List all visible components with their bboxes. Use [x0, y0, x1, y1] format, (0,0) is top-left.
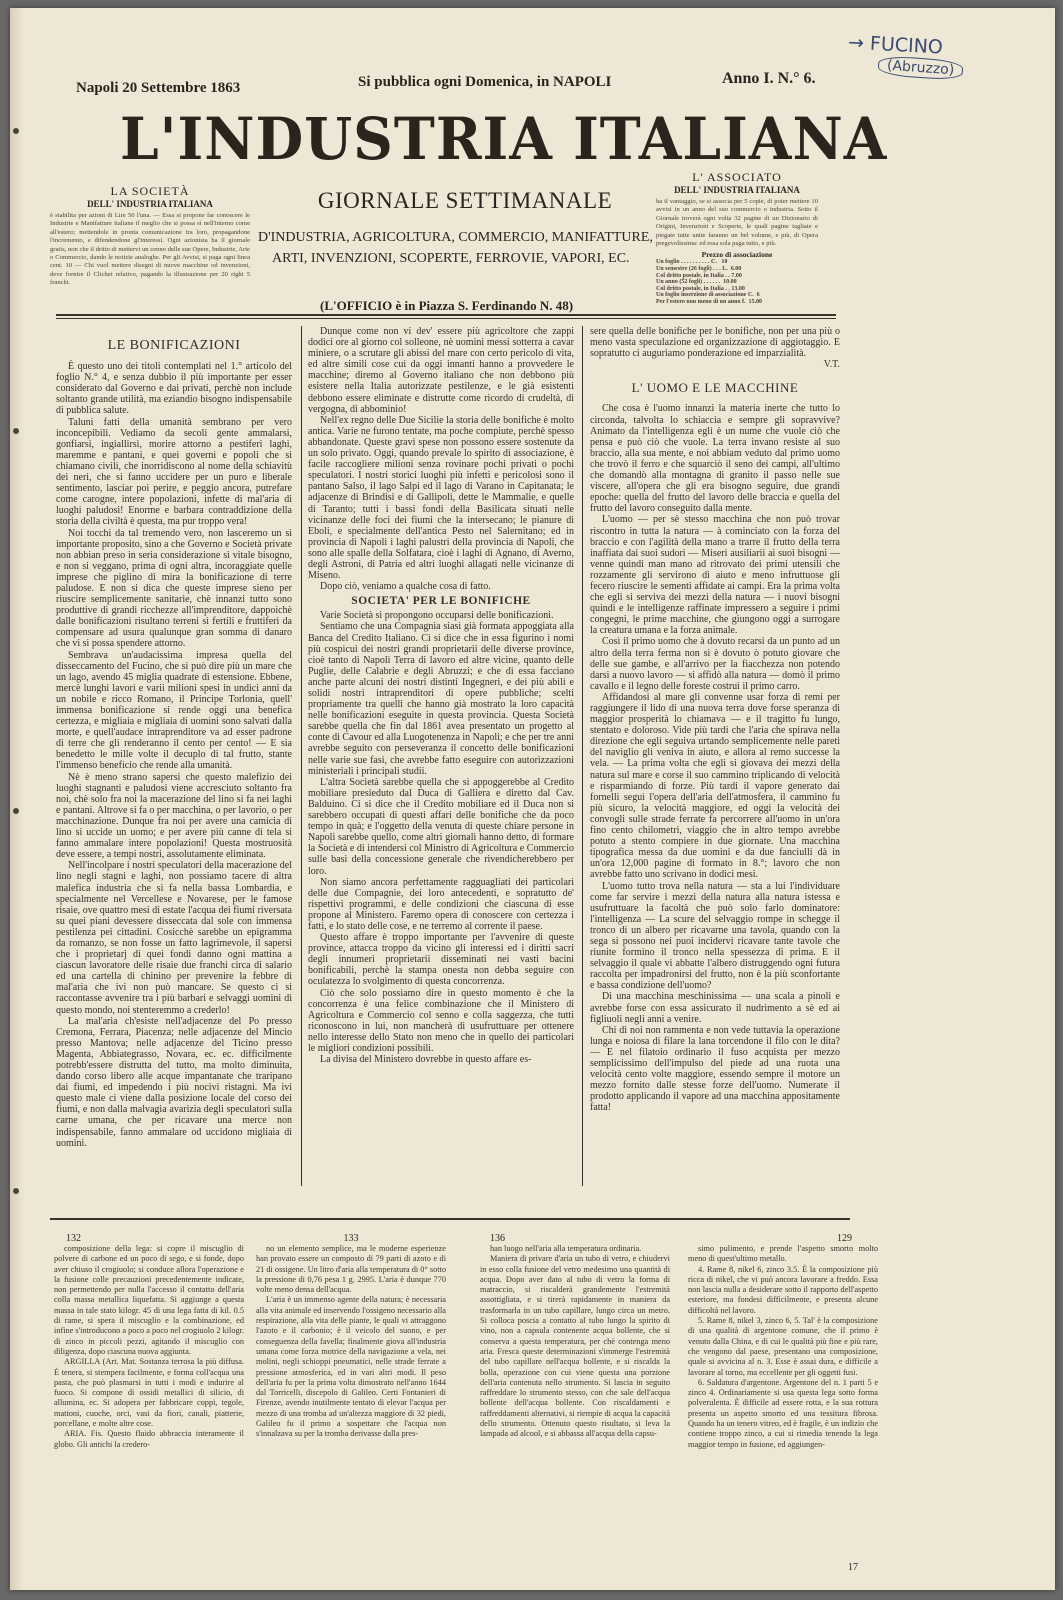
article-signature: V.T.	[823, 359, 840, 371]
article-body-societa	[308, 610, 574, 1065]
scope-line-2: ARTI, INVENZIONI, SCOPERTE, FERROVIE, VAPORI, EC.	[272, 251, 630, 266]
column-2	[308, 326, 574, 1186]
article-paragraph: Varie Società si propongono occuparsi delle bonificazioni.	[320, 610, 554, 622]
supplement-page-number: 133	[343, 1233, 359, 1244]
header-rule-thin	[56, 318, 836, 319]
supplement-page-number: 132	[66, 1233, 81, 1244]
society-box-subtitle: DELL' INDUSTRIA ITALIANA	[87, 199, 213, 209]
supplement-paragraph: composizione della lega: si copre il miscuglio di polvere di carbone ed un poco di sego, e si fonde, dopo aver chiuso il crogiuolo; si conduce allora l'operazione e la fusione colle precauzioni precedentemente indicate, non permettendo per nulla l'accesso il contatto dell'aria colla massa metallica liquefatta. Si aggiunge a questa massa in tale stato kilogr. 45 di una lega fatta di kil. 0.5 di rame, si spera il miscuglio e la combinazione, ed infine s'introducono a poco a poco nel crogiuolo 2 kilogr. di zinco in piccoli pezzi, agitando il miscuglio con diligenza, dopo ciascuna nuova aggiunta.	[54, 1244, 244, 1356]
supplement-footer-number: 17	[848, 1562, 858, 1573]
subscriber-box-subtitle: DELL' INDUSTRIA ITALIANA	[674, 185, 800, 195]
subscriber-box	[656, 170, 818, 306]
newspaper-page	[10, 8, 1055, 1590]
price-row: Col dritto postale, in Italia . . 7.00	[656, 272, 742, 279]
handwritten-note-abruzzo: (Abruzzo)	[877, 55, 963, 81]
supplement-paragraph: simo pulimento, e prende l'aspetto smorto molto meno di quest'ultimo metallo.	[688, 1244, 878, 1264]
stitch-hole	[13, 128, 19, 134]
article-subheading-societa: SOCIETA' PER LE BONIFICHE	[351, 595, 531, 608]
article-body-continued	[308, 326, 574, 592]
supplement-page-number: 136	[490, 1233, 505, 1244]
column-rule	[582, 326, 583, 1186]
article-heading-bonificazioni: LE BONIFICAZIONI	[107, 340, 241, 353]
article-paragraph: Affidandosi al mare gli convenne usar forza di remi per raggiungere il lido di una nuova terra dove forse speranza di maggior prosperità lo chiamava — e il tragitto fu lungo, stentato e doloroso. Vide più tardi che l'aria che spirava nella direzione che egli seguiva urtando semplicemente nelle pareti del naviglio gli veniva in aiuto, e allora al remo successe la vela. — La prima volta che egli si giovava dei mezzi della natura sul mare e corse il suo cammino triplicando di velocità e risparmiando di forze. Più tardi il vapore generato dai fornelli seguì l'opera dell'aria dell'atmosfera, il cammino fu più sicuro, la velocità maggiore, ed oggi la velocità dei convogli sulle strade ferrate fa percorrere all'uomo in un'ora fino cento chilometri, viaggio che in altro tempo avrebbe potuto a stento compiere in due giornate. Una macchina tipografica messa da due uomini e da due fanciulli dà in un'ora 12,000 pagine di formato in 8.°; lavoro che non avrebbe fatto uno scrivano in dodici mesi.	[590, 691, 840, 881]
article-paragraph: Nè è meno strano sapersi che questo malefizio dei luoghi stagnanti e paludosi viene accresciuto soltanto fra noi, chè solo fra noi la macerazione del lino si fa nei laghi e pantani. Altrove si fa o per macchina, o per lavorio, o per macchinazione. Dunque fra noi per avere una camicia di lino si uccide un uomo; e per avere più canne di tela si fanno ammalare intere popolazioni! Questa mostruosità deve essere, a tempi nostri, assolutamente eliminata.	[56, 771, 292, 861]
article-paragraph: Dunque come non vi dev' essere più agricoltore che zappi dodici ore al giorno col solleone, nè uomini messi sotterra a cavar miniere, o a scrutare gli abissi del mare con certo pericolo di vita, ed altre simili cose cui da oggi innanti hanno a provvedere le macchine; diremo al Governo italiano che non debbono più esistere nella Italia autorizzate pestilenze, e le già esistenti debbono essere eliminate e distrutte come ricordo di crudeltà, di vergogna, di abbominio!	[308, 326, 574, 415]
subscriber-box-title: L' ASSOCIATO	[692, 170, 782, 184]
supplement-paragraph: 6. Saldatura d'argentone. Argentone del n. 1 parti 5 e zinco 4. Ordinariamente si usa questa lega sotto forma polverulenta. È difficile ad essere rotta, e la sua rottura presenta un aspetto smorto ed una tessitura fibrosa. Quando ha un tenero vitreo, ed è fragile, è un indizio che contiene troppo zinco, a cui si rimedia tenendo la lega maggior tempo in fusione, ed aggiungen-	[688, 1377, 878, 1449]
article-paragraph: Così il primo uomo che à dovuto recarsi da un punto ad un altro della terra ferma non si è dovuto ò potuto giovare che delle sue gambe, e all'arrivo per la fiacchezza non potendo darsi a nuovo lavoro — si affidò alla natura — domò il primo cavallo e il legno delle foreste costruì il primo carro.	[590, 636, 840, 692]
supplement-paragraph: ARGILLA (Art. Mat. Sostanza terrosa la più diffusa. È tenera, si stempera facilmente, e forma coll'acqua una pasta, che può plasmarsi in tutti i modi e indurire al fuoco. Si compone di ossidi metallici di silicio, di allumina, ec. Si adopera per fabbricare coppi, tegole, mattoni, cuoche, orci, vasi da fiori, canali, piatterie, porcellane, e molte altre cose.	[54, 1357, 244, 1429]
article-paragraph: Sentiamo che una Compagnia siasi già formata appoggiata alla Banca del Credito Italiano. Ci si dice che in essa figurino i nomi più cospicui dei nostri grandi proprietarii delle diverse province, cioè tanto di Napoli Terra di lavoro ed altre vicine, quanto delle Puglie, delle Calabrie e degli Abruzzi; e che di essa facciano anche parte alcuni dei nostri distinti Ingegneri, e dei più abili e solidi nostri intraprenditori di opere pubbliche; scelti propriamente tra quelli che hanno già mostrato la loro capacità nelle bonificazioni eseguite in questa provincia. Questa Società sarebbe quella che fin dal 1861 avea presentato un progetto al conte di Cavour ed alla Luogotenenza in Napoli; e che per tre anni avrebbe seguito con perseveranza il concetto delle bonificazioni nelle varie sue fasi, che avrebbe fatto eseguire con autorizzazioni ministeriali i principali studii.	[308, 621, 574, 777]
supplement-column-4	[688, 1233, 878, 1573]
price-row: Un foglio inserzione di associazione C. 6	[656, 292, 760, 299]
supplement-paragraph: 5. Rame 8, nikel 3, zinco 6, 5. Tal' è la composizione di una qualità di argentone comune, che il primo è venuto dalla China, e di cui le qualità più fine e più rare, che vengono dal paese, presentano una composizione, quale si avvicina al n. 3. Esse è assai dura, e difficile a lavorare al torno, ma eccellente per gli oggetti fusi.	[688, 1316, 878, 1377]
supplement-text	[480, 1244, 670, 1580]
price-list	[656, 259, 818, 305]
stitch-hole	[13, 1188, 19, 1194]
scope-line-1: D'INDUSTRIA, AGRICOLTURA, COMMERCIO, MANIFATTURE,	[258, 230, 653, 245]
handwritten-note-fucino: → FUCINO	[847, 31, 944, 59]
supplement-column-2	[256, 1233, 446, 1580]
supplement-paragraph: Maniera di privare d'aria un tubo di vetro, e chiudervi in esso colla fusione del vetro medesimo una quantità di acqua. Dopo aver dato al tubo di vetro la forma di matraccio, si riscalderà grandemente l'estremità assottigliata, e si tirerà rapidamente in maniera da trasformarla in un tubo capillare, lungo circa un metro. Si colloca poscia a contatto al tubo lungo la spirito di vino, non a capsula contenente acqua bollente, che si conserva a questa temperatura, per chè contenga meno aria. Fresca queste determinazioni s'immerge l'estremità del tubo capillare nell'acqua bollente, e si riscalda la bolla, operazione con cui viene questa una porzione dell'aria contenuta nello strumento. Si lascia in seguito raffreddare lo strumento stesso, con che sale dell'acqua bollente dell'acqua bollente. Con riscaldamenti e raffreddamenti alternativi, si riempie di acqua la capacità dello strumento. Ottenuto questo risultato, si leva la lampada ad alcool, e si abbassa all'acqua della capsu-	[480, 1254, 670, 1439]
article-paragraph: Chi di noi non rammenta e non vede tuttavia la operazione lunga e noiosa di filare la lana torcendone il filo con le dita? — E nel filatoio ordinario il fuso acquista per mezzo semplicissimo dell'impulso del piede ad una ruota una velocità cento volte maggiore, essendo sempre il motore un mezzo fornito dalle stesse forze dell'uomo. Numerate il prodotto applicando il vapore ad una macchina appositamente fatta!	[590, 1024, 840, 1114]
society-box-title: LA SOCIETÀ	[110, 184, 190, 198]
stitch-hole	[13, 428, 19, 434]
supplement-paragraph: L'aria è un immenso agente della natura; è necessaria alla vita animale ed inservendo l'ossigeno necessario alla respirazione, alla vita delle piante, le quali vi attraggono l'azoto e il carbonio; è il veicolo del suono, e per conseguenza della favella; finalmente giova all'industria umana come forza motrice della navigazione a vela, nei molini, negli schioppi pneumatici, nelle strade ferrate a pressione atmosferica, ed in vari altri modi. Il peso dell'aria fu per la prima volta dimostrato nell'anno 1644 dal Torricelli, discepolo di Galileo. Certi Fontanieri di Firenze, avendo inutilmente tentato di elevar l'acqua per mezzo di una tromba ad un'altezza maggiore di 32 piedi, Galileo fu il primo a sospettare che l'acqua non s'innalzava su per la tromba derivasse dalla pres-	[256, 1295, 446, 1439]
article-heading-uomo-macchine: L' UOMO E LE MACCHINE	[631, 380, 799, 396]
article-paragraph: Non siamo ancora perfettamente ragguagliati dei particolari delle due Compagnie, dei loro antecedenti, e sopratutto de' rispettivi programmi, e delle condizioni che ciascuna di esse propone al Ministero. Faremo opera di conoscere con certezza i fatti, e lo stato delle cose, e ne terremo al corrente il paese.	[308, 876, 574, 932]
price-row: Col dritto postale, in Italia . . 13.00	[656, 285, 745, 292]
supplement-text	[256, 1244, 446, 1580]
supplement-text	[688, 1244, 878, 1562]
masthead-title: L'INDUSTRIA ITALIANA	[120, 104, 888, 173]
article-body-bonificazioni	[56, 361, 292, 1149]
supplement-paragraph: ARIA. Fis. Questo fluido abbraccia interamente il globo. Gli antichi la credero-	[54, 1429, 244, 1449]
article-paragraph: È questo uno dei titoli contemplati nel 1.° articolo del foglio N.° 4, e senza dubbio il più importante per esser considerato dal Governo e dai privati, perchè non include soltanto grande utilità, ma eziandio bisogno indispensabile di pubblica salute.	[56, 361, 292, 417]
article-paragraph: Di una macchina meschinissima — una scala a pinoli e avrebbe forse con essa assicurato il nudrimento a sè ed ai figliuoli negli anni a venire.	[590, 991, 840, 1025]
price-title: Prezzo di associazione	[701, 250, 773, 260]
article-paragraph: La mal'aria ch'esiste nell'adjacenze del Po presso Cremona, Ferrara, Piacenza; nelle adjacenze del Mincio presso Mantova; nelle adjacenze del Ticino presso Magenta, Abbiategrasso, Novara, ec. ec. difficilmente potrebb'essere distrutta del tutto, ma molto diminuita, dando corso libero alle acque impantanate che traripano dai fiumi, ed impedendo i più nocivi ristagni. Ma ivi questo male ci viene dalla posizione locale del corso dei fiumi, e non dalla malvagia avarizia degli speculatori sulla carne umana, che per ricavare una merce non indispensabile, fanno ammalare od uccidono migliaia di uomini.	[56, 1015, 292, 1149]
stitch-hole	[13, 808, 19, 814]
society-box-text: è stabilita per azioni di Lire 50 l'una. — Essa si propone far conoscere le Industrie e Manifatture italiane il meglio che si possa sì nell'interno come all'estero; mettendole in pronta comunicazione tra loro, propagandone l'incremento, e difendendone gl'interessi. Ogni azionista ha il giornale gratis, non che il dritto di mettervi un cenno delle sue Opere, Industrie, Arte o Commercio, dando le notizie analoghe. Per gli Avvisi, si paga ogni linea cent. 10 — Chi vuol mettere disegni di nuove macchine od invenzioni, deve fornire il Clichet relativo, pagando la illustrazione per 20 righi 5 franchi.	[50, 212, 250, 287]
article-paragraph: La divisa del Ministero dovrebbe in questo affare es-	[320, 1054, 532, 1066]
article-paragraph: Nell'incolpare i nostri speculatori della macerazione del lino negli stagni e laghi, non possiamo tacere di altra malefica industria che si fa nella bassa Lombardia, e specialmente nel Vercellese e Novarese, per le famose risaie, ove quattro mesi di estate l'acqua dei fiumi riversata su quei piani devessere disseccata dal sole con immensa pestilenza pei cittadini. Cosicchè sarebbe un epigramma da romanzo, se non fosse un fatto lagrimevole, il sapersi che i proprietarj di quei fondi danno ogni mattina a ciascun lavoratore delle risaie due franchi circa di salario ed una cartella di chinino per prevenire la febbre di mal'aria che ivi non può mancare. Se questo ci si raccontasse avvenire tra i più barbari e selvaggi uomini di questo mondo, noi stenteremmo a crederlo!	[56, 860, 292, 1016]
column-rule	[301, 326, 302, 1186]
office-address: (L'OFFICIO è in Piazza S. Ferdinando N. 48)	[320, 298, 574, 313]
column-3	[590, 326, 840, 1186]
supplement-page-number: 129	[837, 1233, 852, 1244]
article-continuation-intro: sere quella delle bonifiche per le bonifiche, non per una più o meno vasta speculazione ed organizzazione di aggiotaggio. E sopratutto ci auguriamo ponderazione ed imparzialità.	[590, 326, 840, 360]
price-row: Un foglio . . . . . . . . . . C. 10	[656, 259, 728, 266]
society-box	[50, 184, 250, 288]
supplement-column-1	[54, 1233, 244, 1580]
article-paragraph: Questo affare è troppo importante per l'avvenire di queste province, attacca troppo da vicino gli interessi ed i diritti sacri degli innumeri proprietarii disseminati nei vasti bacini bonificabili, perchè la stampa onesta non debba seguire con oculatezza lo svolgimento di questa concorrenza.	[308, 932, 574, 988]
article-body-uomo-macchine	[590, 403, 840, 1113]
subscriber-box-text: ha il vantaggio, se si associa per 5 copie, di poter mettere 10 avvisi in un anno del suo commercio o industria. Sotto il Giornale troverà ogni volta 32 pagine di un Dizionario di Origini, Invenzioni e Scoperte, le quali pagine tagliate e piegate tutte unite faranno un bel volume, e più, di Opera pregevolissima: ed essa sola paga tutto, e più.	[656, 198, 818, 248]
article-paragraph: Ciò che solo possiamo dire in questo momento è che la concorrenza è una felice combinazione che il Ministero di Agricoltura e Commercio col senno e colla saggezza, che tutti riconoscono in lui, non mancherà di usufruttuare per ottenere nello interesse dello Stato non meno che in quello dei particolari le migliori condizioni possibili.	[308, 987, 574, 1054]
issue-number: Anno I. N.° 6.	[722, 70, 816, 87]
supplement-paragraph: no un elemento semplice, ma le moderne esperienze han provato essere un composto di 79 parti di azoto e di 21 di ossigene. Un litro d'aria alla temperatura di 0° sotto la pressione di 0,76 pesa 1 g. 2995. L'aria è dunque 770 volte meno densa dell'acqua.	[256, 1244, 446, 1295]
supplement-rule	[50, 1218, 850, 1220]
masthead-subtitle: GIORNALE SETTIMANALE	[317, 188, 613, 213]
supplement-text	[54, 1244, 244, 1580]
binding-edge	[10, 8, 24, 1590]
article-paragraph: Taluni fatti della umanità sembrano per vero inconcepibili. Vediamo da secoli gente ammalarsi, gonfiarsi, ingiallirsi, morire attorno a pestiferi laghi, maremme e pantani, e quei governi e popoli che si chiamano civili, che inorridiscono al nome della schiavitù dei neri, che si fanno uccidere per un puro e liberale sentimento, lasciar poi perire, e peggio ancora, putrefare come carogne, intere popolazioni, infette di mal'aria di luoghi paludosi! Enorme e barbara contraddizione della storia della civiltà è questa, ma pur troppo vera!	[56, 416, 292, 528]
supplement-paragraph: 4. Rame 8, nikel 6, zinco 3.5. È la composizione più ricca di nikel, che vi può ancora lavorare a freddo. Essa non lascia nulla a desiderare sotto il rapporto dell'aspetto esteriore, ma fondesi difficilmente, e presenta alcune difficoltà nel lavoro.	[688, 1264, 878, 1315]
price-row: Per l'estero non meno di un anno f. 15.00	[656, 299, 762, 305]
article-paragraph: Che cosa è l'uomo innanzi la materia inerte che tutto lo circonda, talvolta lo schiaccia e sempre gli sopravvive? Animato da l'intelligenza egli è un nume che vuole ciò che pensa e può ciò che vuole. La terra invano resiste al suo braccio, alla sua mente, e noi abbiam veduto dal primo uomo che trovò il ferro e che squarciò il seno dei campi, all'ultimo che domandò alla montagna di granito il passo nelle sue viscere, all'opera che gli era bisogno seguire, due grandi epoche: quella del frutto del lavoro delle braccia e quella del frutto del lavoro conseguito dalla mente.	[590, 403, 840, 515]
article-paragraph: Nell'ex regno delle Due Sicilie la storia delle bonifiche è molto antica. Varie ne furono tentate, ma poche compiute, perchè spesso abbandonate. Queste gravi spese non possono essere sostenute da un solo privato. Oggi, quando prevale lo spirito di associazione, è facile raccogliere milioni senza rovinare pochi privati o pochi speculatori. I nostri storici luoghi più infetti e pericolosi sono il pantano Salso, il lago Salpi ed il lago di Varano in Capitanata; le adjacenze di Brindisi e di Gallipoli, dette le Mammalie, e quelle di Taranto; tutti i bassi fondi della Basilicata situati nelle vicinanze delle foci dei fiumi che la intersecano; le pianure di Eboli, e specialmente dell'antica Pesto nel Salernitano; ed in provincia di Napoli i laghi palustri della provincia di Napoli, che sono alle spalle della Solfatara, cioè i laghi di Agnano, di Averno, degli Astroni, di Patria ed altri luoghi allagati nelle vicinanze di Miseno.	[308, 414, 574, 582]
supplement-column-3	[480, 1233, 670, 1580]
article-paragraph: L'uomo — per sè stesso macchina che non può trovar riscontro in tutta la natura — à cominciato con la forza del braccio e con l'agilità della mano a trarre il frutto della terra inaffiata dai suoi sudori — Miseri ausiliarii ai suoi bisogni — venne quindi man mano ad ritrovato dei primi utensili che rozzamente gli servirono di aiuto e meno infruttuose gli fecero riuscire le sementi affidate ai campi. Era la prima volta che egli si serviva dei mezzi della natura — i nuovi bisogni quindi e le intelligenze raffinate impressero a seguire i primi congegni, le prime macchine, che giungono oggi a surrogare la creatura umana e la forza animale.	[590, 514, 840, 637]
supplement-paragraph: han luogo nell'aria alla temperatura ordinaria.	[490, 1244, 642, 1253]
publication-frequency: Si pubblica ogni Domenica, in NAPOLI	[358, 74, 612, 90]
issue-date: Napoli 20 Settembre 1863	[76, 80, 241, 96]
column-1	[56, 340, 292, 1186]
article-paragraph: L'altra Società sarebbe quella che si appoggerebbe al Credito mobiliare presieduto dal Duca di Galliera e diretto dal Cav. Balduino. Ci si dice che il Credito mobiliare ed il Duca non si sarebbero occupati di questi affari delle bonifiche che da poco tempo in quà; e l'oggetto della venuta di queste chiare persone in Napoli sarebbe quello, come altri giornali hanno detto, di formare la Società e di intendersi col Ministro di Agricoltura e Commercio sulle basi della concessione generale che rivendicherebbero per loro.	[308, 776, 574, 877]
article-paragraph: Sembrava un'audacissima impresa quella del disseccamento del Fucino, che si può dire più un mare che un lago, avendo 45 miglia quadrate di estensione. Ebbene, mercè lunghi lavori e varii milioni spesi in undici anni da un nobile e ricco Romano, il Principe Torlonia, quell' immensa bonificazione si rende oggi una benefica certezza, e migliaia e migliaia di uomini sono salvati dalla morte, e quell'audace intraprenditore va ad esser padrone di terre che gli renderanno il cento per cento! — E sia benedetto le mille volte il decuplo di tal frutto, stante l'immenso beneficio che rende alla umanità.	[56, 649, 292, 772]
article-paragraph: Dopo ciò, veniamo a qualche cosa di fatto.	[320, 581, 491, 593]
header-rule	[56, 314, 836, 316]
price-row: Un anno (52 fogli) . . . . . . 10.00	[656, 279, 737, 286]
price-row: Un semestre (26 fogli) . . . L. 6.00	[656, 266, 742, 273]
article-paragraph: L'uomo tutto trova nella natura — sta a lui l'individuare come far servire i mezzi della natura alla natura istessa e usufruttuare la facoltà che può solo farlo dominatore: l'intelligenza — La scure del selvaggio rompe in schegge il tronco di un albero per ricavarne una tavola, quando con la sega si possono nei puoi incidervi ricavare tante tavole che riunite formino il tronco nella spessezza di prima. E il selvaggio il quale vi abbatte l'albero distruggendo ogni futura raccolta per impadronirsi del frutto, non è la più sconfortante e bassa condizione dell'uomo?	[590, 880, 840, 992]
article-paragraph: Noi tocchi da tal tremendo vero, non lasceremo un sì importante proposito, sino a che Governo e Società private non abbian preso in seria considerazione sì vitale bisogno, e non si veggano, prima di ogni altra, incoraggiate quelle imprese che piglino di mira la bonificazione di terre paludose. E non si dica che queste imprese sieno per riuscire semplicemente sanitarie, chè innanzi tutto sono produttive di grandi ricchezze all'imprenditore, dappoichè dalle bonificazioni risultano terreni sì fertili e fruttiferi da compensare ad usura qualunque gran somma di danaro che vi si possa spendere attorno.	[56, 527, 292, 650]
